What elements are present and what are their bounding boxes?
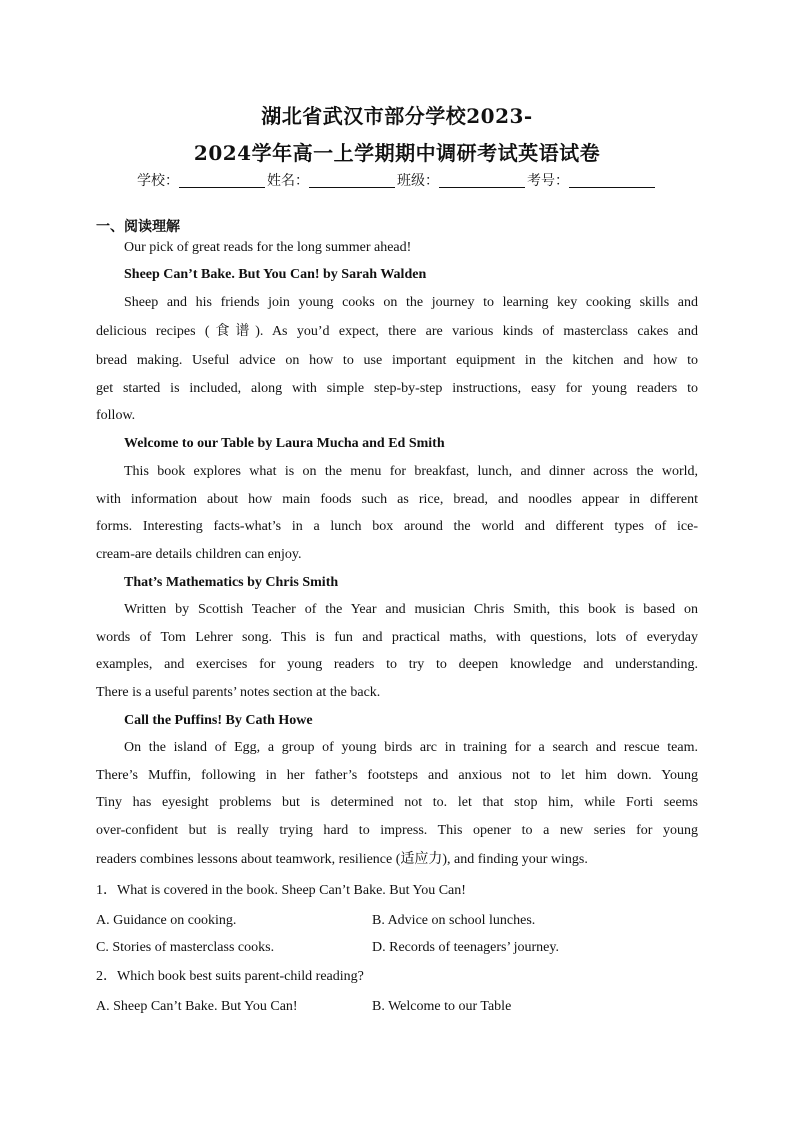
book4-line: readers combines lessons about teamwork, resilience (适应力), and finding your wings.: [96, 852, 588, 867]
book4-line: There’s Muffin, following in her father’s footsteps and anxious not to let him down. Young: [96, 768, 698, 783]
book4-line: Tiny has eyesight problems but is determined not to. let that stop him, while Forti seems: [96, 795, 698, 810]
book2-line: with information about how main foods such as rice, bread, and noodles appear in different: [96, 492, 698, 507]
book-heading-2: Welcome to our Table by Laura Mucha and Ed Smith: [124, 436, 445, 451]
question-2-stem: 2．Which book best suits parent-child reading?: [96, 969, 364, 984]
question-2-option-a[interactable]: A. Sheep Can’t Bake. But You Can!: [96, 999, 298, 1014]
book3-line: examples, and exercises for young readers to try to deepen knowledge and understanding.: [96, 657, 698, 672]
book-heading-4: Call the Puffins! By Cath Howe: [124, 713, 313, 728]
question-2-option-b[interactable]: B. Welcome to our Table: [372, 999, 512, 1014]
book1-line: delicious recipes (食谱). As you’d expect, there are various kinds of masterclass cakes and: [96, 324, 698, 339]
reading-intro: Our pick of great reads for the long summer ahead!: [124, 240, 412, 255]
book2-line: forms. Interesting facts-what’s in a lunch box around the world and different types of ice-: [96, 519, 698, 534]
question-1-stem: 1．What is covered in the book. Sheep Can’t Bake. But You Can!: [96, 883, 466, 898]
book1-line: follow.: [96, 408, 136, 423]
book4-line: over-confident but is really trying hard to impress. This opener to a new series for young: [96, 823, 698, 838]
question-1-option-b[interactable]: B. Advice on school lunches.: [372, 913, 536, 928]
book1-line: get started is included, along with simple step-by-step instructions, easy for young readers to: [96, 381, 698, 396]
book1-line: bread making. Useful advice on how to use important equipment in the kitchen and how to: [96, 353, 698, 368]
exam-title-line1: 湖北省武汉市部分学校2023-: [261, 104, 533, 128]
exam-title-line2: 2024学年高一上学期期中调研考试英语试卷: [193, 141, 601, 165]
school-blank[interactable]: [179, 186, 265, 188]
school-label: 学校：: [137, 173, 179, 189]
book3-line: There is a useful parents’ notes section at the back.: [96, 685, 381, 700]
question-1-option-d[interactable]: D. Records of teenagers’ journey.: [372, 940, 559, 955]
book2-line: This book explores what is on the menu for breakfast, lunch, and dinner across the world,: [124, 464, 698, 479]
name-blank[interactable]: [309, 186, 395, 188]
class-label: 班级：: [397, 173, 439, 189]
student-info-row: [0, 170, 794, 190]
exam-no-label: 考号：: [527, 173, 569, 189]
book1-line: Sheep and his friends join young cooks on the journey to learning key cooking skills and: [124, 295, 698, 310]
book3-line: words of Tom Lehrer song. This is fun and practical maths, with questions, lots of everyday: [96, 630, 698, 645]
name-label: 姓名：: [267, 173, 309, 189]
book-heading-3: That’s Mathematics by Chris Smith: [124, 575, 339, 590]
exam-no-blank[interactable]: [569, 186, 655, 188]
section-title: 一、阅读理解: [96, 219, 180, 235]
book4-line: On the island of Egg, a group of young birds arc in training for a search and rescue team.: [124, 740, 698, 755]
book2-line: cream-are details children can enjoy.: [96, 547, 302, 562]
book-heading-1: Sheep Can’t Bake. But You Can! by Sarah Walden: [124, 267, 427, 282]
class-blank[interactable]: [439, 186, 525, 188]
question-1-option-c[interactable]: C. Stories of masterclass cooks.: [96, 940, 275, 955]
book3-line: Written by Scottish Teacher of the Year and musician Chris Smith, this book is based on: [124, 602, 698, 617]
question-1-option-a[interactable]: A. Guidance on cooking.: [96, 913, 237, 928]
